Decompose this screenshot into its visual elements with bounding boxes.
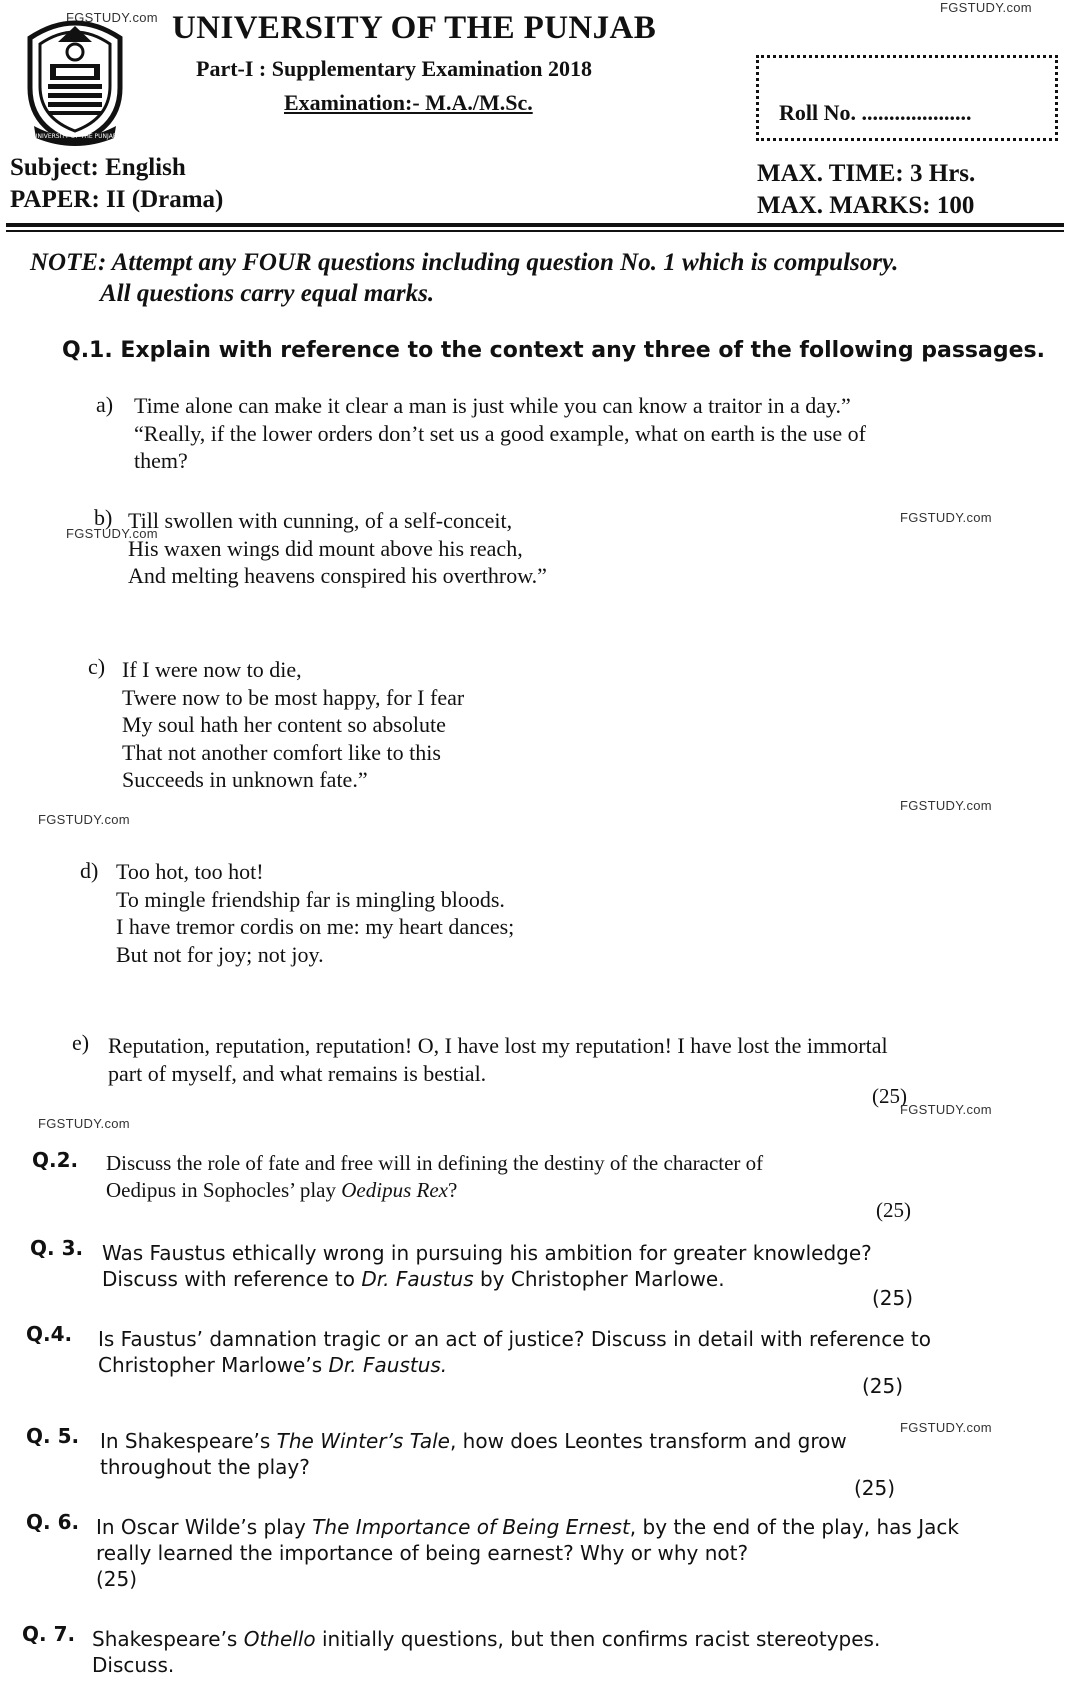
divider-thin bbox=[6, 230, 1064, 232]
watermark-top-right: FGSTUDY.com bbox=[940, 0, 1032, 15]
passage-e bbox=[108, 1032, 888, 1087]
watermark-right: FGSTUDY.com bbox=[900, 1420, 992, 1435]
passage-line: “Really, if the lower orders don’t set us a good example, what on earth is the use of bbox=[134, 420, 866, 446]
passage-line: And melting heavens conspired his overthrow.” bbox=[128, 563, 547, 588]
passage-line: I have tremor cordis on me: my heart dances; bbox=[116, 914, 515, 939]
question-line bbox=[100, 1428, 847, 1454]
passage-line: Reputation, reputation, reputation! O, I have lost my reputation! I have lost the immortal bbox=[108, 1033, 888, 1058]
q2-text bbox=[106, 1150, 763, 1204]
passage-line: That not another comfort like to this bbox=[122, 739, 441, 765]
work-title: The Importance of Being Ernest bbox=[312, 1515, 630, 1539]
examination-type: Examination:- M.A./M.Sc. bbox=[284, 90, 533, 115]
q1-heading: Q.1. Explain with reference to the context any three of the following passages. bbox=[62, 338, 1045, 363]
passage-label: c) bbox=[88, 654, 106, 679]
passage-line: Too hot, too hot! bbox=[116, 859, 264, 884]
subject: Subject: English bbox=[10, 154, 186, 181]
max-marks: MAX. MARKS: 100 bbox=[757, 192, 975, 219]
q4-text bbox=[98, 1326, 931, 1378]
roll-number-label: Roll No. .................... bbox=[779, 100, 972, 125]
question-text: In Oscar Wilde’s play bbox=[96, 1515, 313, 1539]
question-text: , by the end of the play, has Jack bbox=[629, 1515, 959, 1539]
q5-number: Q. 5. bbox=[26, 1424, 80, 1448]
question-marks: (25) bbox=[96, 1567, 138, 1591]
work-title: Dr. Faustus. bbox=[328, 1353, 448, 1377]
passage-line: His waxen wings did mount above his reach, bbox=[128, 535, 523, 561]
passage-line: To mingle friendship far is mingling bloods. bbox=[116, 886, 505, 912]
passage-label: d) bbox=[80, 858, 99, 883]
q3-marks: (25) bbox=[872, 1286, 914, 1310]
passage-line: them? bbox=[134, 448, 188, 473]
question-line bbox=[92, 1626, 880, 1652]
q4-marks: (25) bbox=[862, 1374, 904, 1398]
question-line: Discuss. bbox=[92, 1653, 175, 1677]
q6-text bbox=[96, 1514, 959, 1592]
passage-line: If I were now to die, bbox=[122, 657, 302, 682]
question-line: Discuss the role of fate and free will in defining the destiny of the character of bbox=[106, 1151, 764, 1175]
roll-number-box bbox=[756, 55, 1058, 141]
passage-line: Time alone can make it clear a man is just while you can know a traitor in a day.” bbox=[134, 393, 851, 418]
question-text: Discuss with reference to bbox=[102, 1267, 362, 1291]
q6-number: Q. 6. bbox=[26, 1510, 80, 1534]
university-crest-logo bbox=[20, 8, 130, 148]
question-line bbox=[102, 1266, 872, 1292]
passage-line: part of myself, and what remains is bestial. bbox=[108, 1060, 487, 1086]
passage-line: Twere now to be most happy, for I fear bbox=[122, 684, 465, 710]
passage-b bbox=[128, 507, 547, 590]
question-line bbox=[96, 1514, 959, 1540]
watermark-right: FGSTUDY.com bbox=[900, 1102, 992, 1117]
q4-number: Q.4. bbox=[26, 1322, 73, 1346]
passage-a bbox=[134, 392, 866, 475]
passage-line: But not for joy; not joy. bbox=[116, 941, 324, 967]
q7-number: Q. 7. bbox=[22, 1622, 76, 1646]
watermark-inline: FGSTUDY.com bbox=[66, 526, 158, 541]
passage-c bbox=[122, 656, 464, 794]
question-line: Was Faustus ethically wrong in pursuing his ambition for greater knowledge? bbox=[102, 1241, 872, 1265]
watermark-top-left: FGSTUDY.com bbox=[66, 10, 158, 25]
question-text: initially questions, but then confirms racist stereotypes. bbox=[315, 1627, 881, 1651]
q2-number: Q.2. bbox=[32, 1148, 79, 1172]
question-line bbox=[98, 1352, 931, 1378]
note-line-2: All questions carry equal marks. bbox=[100, 280, 435, 307]
question-text: , how does Leontes transform and grow bbox=[449, 1429, 847, 1453]
question-line: really learned the importance of being earnest? Why or why not? bbox=[96, 1541, 749, 1565]
question-line: Is Faustus’ damnation tragic or an act of justice? Discuss in detail with reference to bbox=[98, 1327, 931, 1351]
question-text: ? bbox=[447, 1178, 458, 1202]
q2-marks: (25) bbox=[876, 1198, 911, 1222]
watermark-right: FGSTUDY.com bbox=[900, 798, 992, 813]
passage-label: a) bbox=[96, 392, 114, 417]
watermark-right: FGSTUDY.com bbox=[900, 510, 992, 525]
work-title: Oedipus Rex bbox=[341, 1178, 448, 1202]
question-text: by Christopher Marlowe. bbox=[473, 1267, 725, 1291]
university-name: UNIVERSITY OF THE PUNJAB bbox=[172, 10, 657, 46]
work-title: The Winter’s Tale bbox=[276, 1429, 450, 1453]
question-text: Christopher Marlowe’s bbox=[98, 1353, 329, 1377]
question-line bbox=[106, 1177, 763, 1204]
passage-label: b) bbox=[94, 505, 113, 530]
max-time: MAX. TIME: 3 Hrs. bbox=[757, 160, 976, 187]
question-line: throughout the play? bbox=[100, 1455, 310, 1479]
question-text: Oedipus in Sophocles’ play bbox=[106, 1178, 342, 1202]
q1-marks: (25) bbox=[872, 1084, 907, 1108]
q3-number: Q. 3. bbox=[30, 1236, 84, 1260]
q7-text bbox=[92, 1626, 880, 1678]
exam-title: Part-I : Supplementary Examination 2018 bbox=[196, 56, 592, 81]
work-title: Othello bbox=[243, 1627, 316, 1651]
watermark-left: FGSTUDY.com bbox=[38, 812, 130, 827]
passage-line: Till swollen with cunning, of a self-conceit, bbox=[128, 508, 513, 533]
passage-d bbox=[116, 858, 514, 968]
q3-text bbox=[102, 1240, 872, 1292]
question-text: Shakespeare’s bbox=[92, 1627, 244, 1651]
question-text: In Shakespeare’s bbox=[100, 1429, 277, 1453]
q5-marks: (25) bbox=[854, 1476, 896, 1500]
q5-text bbox=[100, 1428, 847, 1480]
paper: PAPER: II (Drama) bbox=[10, 186, 224, 213]
passage-label: e) bbox=[72, 1030, 90, 1055]
logo-banner-text: UNIVERSITY OF THE PUNJAB bbox=[33, 133, 117, 140]
note-line-1: NOTE: Attempt any FOUR questions including question No. 1 which is compulsory. bbox=[30, 249, 899, 276]
passage-line: My soul hath her content so absolute bbox=[122, 712, 446, 737]
divider-thick bbox=[6, 223, 1064, 227]
watermark-left: FGSTUDY.com bbox=[38, 1116, 130, 1131]
work-title: Dr. Faustus bbox=[361, 1267, 474, 1291]
passage-line: Succeeds in unknown fate.” bbox=[122, 767, 368, 792]
